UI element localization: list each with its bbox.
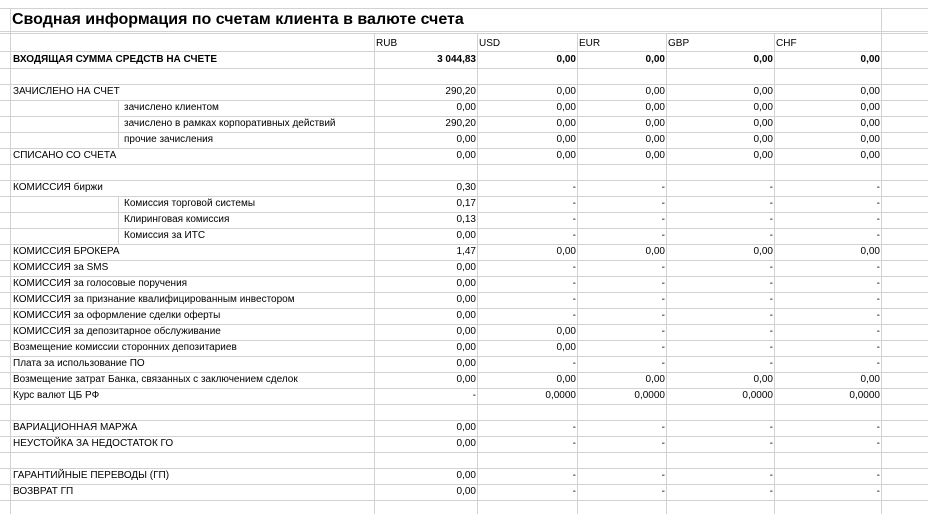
table-row xyxy=(0,484,928,500)
row-label: зачислено клиентом xyxy=(124,102,219,113)
cell-usd: 0,00 xyxy=(556,150,576,161)
cell-usd: 0,00 xyxy=(556,86,576,97)
row-label: ЗАЧИСЛЕНО НА СЧЕТ xyxy=(13,86,120,97)
cell-eur: - xyxy=(661,198,665,209)
cell-eur: 0,00 xyxy=(645,54,665,65)
cell-gbp: 0,00 xyxy=(753,246,773,257)
cell-usd: - xyxy=(572,214,576,225)
row-label: ВХОДЯЩАЯ СУММА СРЕДСТВ НА СЧЕТЕ xyxy=(13,54,217,65)
grid-line xyxy=(0,484,928,485)
cell-chf: - xyxy=(876,326,880,337)
cell-eur: - xyxy=(661,310,665,321)
cell-eur: 0,00 xyxy=(645,150,665,161)
table-row xyxy=(0,148,928,164)
cell-rub: 0,00 xyxy=(456,150,476,161)
grid-line xyxy=(118,196,119,244)
cell-chf: - xyxy=(876,278,880,289)
row-label: КОМИССИЯ биржи xyxy=(13,182,103,193)
cell-eur: 0,00 xyxy=(645,102,665,113)
cell-eur: 0,00 xyxy=(645,86,665,97)
table-row xyxy=(0,100,928,116)
cell-eur: - xyxy=(661,326,665,337)
cell-rub: 0,00 xyxy=(456,326,476,337)
row-label: КОМИССИЯ БРОКЕРА xyxy=(13,246,120,257)
cell-gbp: - xyxy=(769,358,773,369)
row-label: КОМИССИЯ за признание квалифицированным инвестором xyxy=(13,294,295,305)
cell-chf: - xyxy=(876,422,880,433)
cell-rub: 0,00 xyxy=(456,438,476,449)
cell-gbp: - xyxy=(769,310,773,321)
cell-gbp: 0,00 xyxy=(753,86,773,97)
cell-gbp: 0,00 xyxy=(753,150,773,161)
cell-usd: 0,00 xyxy=(556,342,576,353)
cell-rub: 0,00 xyxy=(456,422,476,433)
cell-gbp: - xyxy=(769,294,773,305)
grid-line xyxy=(0,308,928,309)
grid-line xyxy=(0,31,928,32)
row-label: ГАРАНТИЙНЫЕ ПЕРЕВОДЫ (ГП) xyxy=(13,470,170,481)
table-row xyxy=(0,244,928,260)
cell-chf: 0,00 xyxy=(860,374,880,385)
cell-usd: 0,00 xyxy=(556,246,576,257)
table-row xyxy=(0,340,928,356)
cell-rub: 3 044,83 xyxy=(437,54,476,65)
cell-eur: - xyxy=(661,214,665,225)
cell-chf: - xyxy=(876,438,880,449)
cell-chf: - xyxy=(876,230,880,241)
table-row xyxy=(0,196,928,212)
cell-rub: 0,00 xyxy=(456,342,476,353)
cell-chf: - xyxy=(876,470,880,481)
cell-eur: 0,00 xyxy=(645,134,665,145)
table-row xyxy=(0,180,928,196)
cell-rub: 0,00 xyxy=(456,230,476,241)
table-row xyxy=(0,388,928,404)
grid-line xyxy=(0,212,928,213)
cell-gbp: - xyxy=(769,326,773,337)
grid-line xyxy=(0,33,928,34)
currency-header-gbp: GBP xyxy=(668,38,690,49)
cell-gbp: 0,00 xyxy=(753,54,773,65)
row-label: ВАРИАЦИОННАЯ МАРЖА xyxy=(13,422,138,433)
grid-line xyxy=(0,84,928,85)
cell-rub: 290,20 xyxy=(445,86,476,97)
cell-eur: 0,00 xyxy=(645,374,665,385)
table-row xyxy=(0,436,928,452)
cell-gbp: - xyxy=(769,342,773,353)
row-label: прочие зачисления xyxy=(124,134,214,145)
cell-gbp: - xyxy=(769,214,773,225)
row-label: Комиссия за ИТС xyxy=(124,230,206,241)
row-label: Курс валют ЦБ РФ xyxy=(13,390,100,401)
cell-usd: 0,00 xyxy=(556,54,576,65)
cell-usd: - xyxy=(572,198,576,209)
cell-eur: 0,0000 xyxy=(634,390,665,401)
grid-line xyxy=(0,68,928,69)
cell-gbp: - xyxy=(769,198,773,209)
cell-eur: - xyxy=(661,278,665,289)
grid-line xyxy=(0,260,928,261)
grid-line xyxy=(0,100,928,101)
grid-line xyxy=(0,164,928,165)
grid-line xyxy=(666,33,667,514)
cell-usd: - xyxy=(572,230,576,241)
table-row xyxy=(0,116,928,132)
grid-line xyxy=(0,340,928,341)
grid-line xyxy=(0,196,928,197)
cell-rub: 290,20 xyxy=(445,118,476,129)
cell-rub: 0,17 xyxy=(456,198,476,209)
grid-line xyxy=(0,116,928,117)
grid-line xyxy=(118,100,119,148)
grid-line xyxy=(577,33,578,514)
cell-rub: 0,30 xyxy=(456,182,476,193)
cell-usd: - xyxy=(572,422,576,433)
cell-eur: - xyxy=(661,470,665,481)
cell-chf: 0,0000 xyxy=(849,390,880,401)
cell-usd: 0,00 xyxy=(556,118,576,129)
cell-rub: 0,00 xyxy=(456,310,476,321)
row-label: КОМИССИЯ за оформление сделки оферты xyxy=(13,310,221,321)
grid-line xyxy=(0,420,928,421)
grid-line xyxy=(0,148,928,149)
cell-usd: 0,00 xyxy=(556,134,576,145)
cell-eur: - xyxy=(661,262,665,273)
row-label: КОМИССИЯ за голосовые поручения xyxy=(13,278,188,289)
cell-rub: 0,00 xyxy=(456,374,476,385)
cell-rub: 1,47 xyxy=(456,246,476,257)
grid-line xyxy=(0,372,928,373)
cell-chf: - xyxy=(876,486,880,497)
row-label: Клиринговая комиссия xyxy=(124,214,230,225)
row-label: зачислено в рамках корпоративных действий xyxy=(124,118,336,129)
cell-chf: - xyxy=(876,294,880,305)
cell-usd: - xyxy=(572,438,576,449)
cell-chf: - xyxy=(876,198,880,209)
cell-eur: - xyxy=(661,358,665,369)
cell-usd: - xyxy=(572,294,576,305)
table-row xyxy=(0,228,928,244)
grid-line xyxy=(0,51,928,52)
table-row xyxy=(0,84,928,100)
table-row xyxy=(0,276,928,292)
cell-gbp: - xyxy=(769,278,773,289)
cell-gbp: - xyxy=(769,486,773,497)
cell-gbp: 0,00 xyxy=(753,374,773,385)
grid-line xyxy=(0,500,928,501)
grid-line xyxy=(0,388,928,389)
cell-rub: 0,00 xyxy=(456,358,476,369)
cell-rub: 0,00 xyxy=(456,294,476,305)
table-row xyxy=(0,132,928,148)
row-label: Возмещение затрат Банка, связанных с заключением сделок xyxy=(13,374,298,385)
cell-eur: - xyxy=(661,438,665,449)
currency-header-chf: CHF xyxy=(776,38,797,49)
cell-rub: 0,00 xyxy=(456,134,476,145)
grid-line xyxy=(0,436,928,437)
row-label: НЕУСТОЙКА ЗА НЕДОСТАТОК ГО xyxy=(13,438,174,449)
table-row xyxy=(0,212,928,228)
row-label: Комиссия торговой системы xyxy=(124,198,256,209)
currency-header-rub: RUB xyxy=(376,38,398,49)
cell-gbp: 0,00 xyxy=(753,134,773,145)
cell-chf: 0,00 xyxy=(860,246,880,257)
row-label: ВОЗВРАТ ГП xyxy=(13,486,74,497)
table-row xyxy=(0,372,928,388)
row-label: Плата за использование ПО xyxy=(13,358,145,369)
table-row xyxy=(0,308,928,324)
cell-rub: - xyxy=(472,390,476,401)
cell-rub: 0,00 xyxy=(456,262,476,273)
grid-line xyxy=(0,356,928,357)
grid-line xyxy=(0,324,928,325)
cell-gbp: - xyxy=(769,422,773,433)
cell-chf: - xyxy=(876,182,880,193)
cell-gbp: 0,0000 xyxy=(742,390,773,401)
grid-line xyxy=(774,33,775,514)
cell-chf: 0,00 xyxy=(860,86,880,97)
grid-line xyxy=(0,8,928,9)
cell-rub: 0,00 xyxy=(456,486,476,497)
cell-usd: - xyxy=(572,182,576,193)
currency-header-eur: EUR xyxy=(579,38,601,49)
grid-line xyxy=(0,452,928,453)
cell-chf: - xyxy=(876,342,880,353)
cell-usd: 0,00 xyxy=(556,102,576,113)
row-label: КОМИССИЯ за SMS xyxy=(13,262,109,273)
currency-header-usd: USD xyxy=(479,38,501,49)
cell-chf: 0,00 xyxy=(860,150,880,161)
cell-chf: - xyxy=(876,358,880,369)
grid-line xyxy=(10,8,11,514)
grid-line xyxy=(0,276,928,277)
table-row xyxy=(0,468,928,484)
cell-rub: 0,00 xyxy=(456,278,476,289)
grid-line xyxy=(0,292,928,293)
table-row xyxy=(0,324,928,340)
cell-chf: - xyxy=(876,310,880,321)
grid-line xyxy=(881,8,882,514)
cell-chf: 0,00 xyxy=(860,118,880,129)
cell-gbp: - xyxy=(769,230,773,241)
table-row xyxy=(0,292,928,308)
cell-eur: - xyxy=(661,342,665,353)
grid-line xyxy=(477,33,478,514)
table-row xyxy=(0,356,928,372)
cell-usd: - xyxy=(572,470,576,481)
grid-line xyxy=(0,228,928,229)
grid-line xyxy=(0,404,928,405)
cell-eur: - xyxy=(661,422,665,433)
cell-usd: - xyxy=(572,358,576,369)
row-label: КОМИССИЯ за депозитарное обслуживание xyxy=(13,326,221,337)
cell-eur: - xyxy=(661,294,665,305)
cell-usd: - xyxy=(572,278,576,289)
cell-rub: 0,00 xyxy=(456,102,476,113)
table-row xyxy=(0,420,928,436)
cell-gbp: 0,00 xyxy=(753,102,773,113)
grid-line xyxy=(374,33,375,514)
cell-eur: - xyxy=(661,182,665,193)
table-row xyxy=(0,260,928,276)
grid-line xyxy=(0,244,928,245)
cell-usd: - xyxy=(572,262,576,273)
cell-gbp: - xyxy=(769,262,773,273)
grid-line xyxy=(0,180,928,181)
cell-eur: - xyxy=(661,486,665,497)
cell-chf: 0,00 xyxy=(860,54,880,65)
table-row xyxy=(0,52,928,68)
cell-gbp: - xyxy=(769,438,773,449)
cell-usd: - xyxy=(572,310,576,321)
cell-chf: - xyxy=(876,214,880,225)
cell-eur: 0,00 xyxy=(645,118,665,129)
row-label: Возмещение комиссии сторонних депозитариев xyxy=(13,342,237,353)
cell-chf: 0,00 xyxy=(860,102,880,113)
report-title: Сводная информация по счетам клиента в валюте счета xyxy=(12,11,464,28)
cell-chf: - xyxy=(876,262,880,273)
cell-gbp: - xyxy=(769,470,773,481)
cell-usd: 0,00 xyxy=(556,326,576,337)
cell-usd: 0,00 xyxy=(556,374,576,385)
cell-eur: - xyxy=(661,230,665,241)
cell-usd: - xyxy=(572,486,576,497)
cell-gbp: - xyxy=(769,182,773,193)
cell-usd: 0,0000 xyxy=(545,390,576,401)
cell-gbp: 0,00 xyxy=(753,118,773,129)
cell-chf: 0,00 xyxy=(860,134,880,145)
cell-rub: 0,00 xyxy=(456,470,476,481)
grid-line xyxy=(0,132,928,133)
cell-eur: 0,00 xyxy=(645,246,665,257)
cell-rub: 0,13 xyxy=(456,214,476,225)
row-label: СПИСАНО СО СЧЕТА xyxy=(13,150,117,161)
grid-line xyxy=(0,468,928,469)
